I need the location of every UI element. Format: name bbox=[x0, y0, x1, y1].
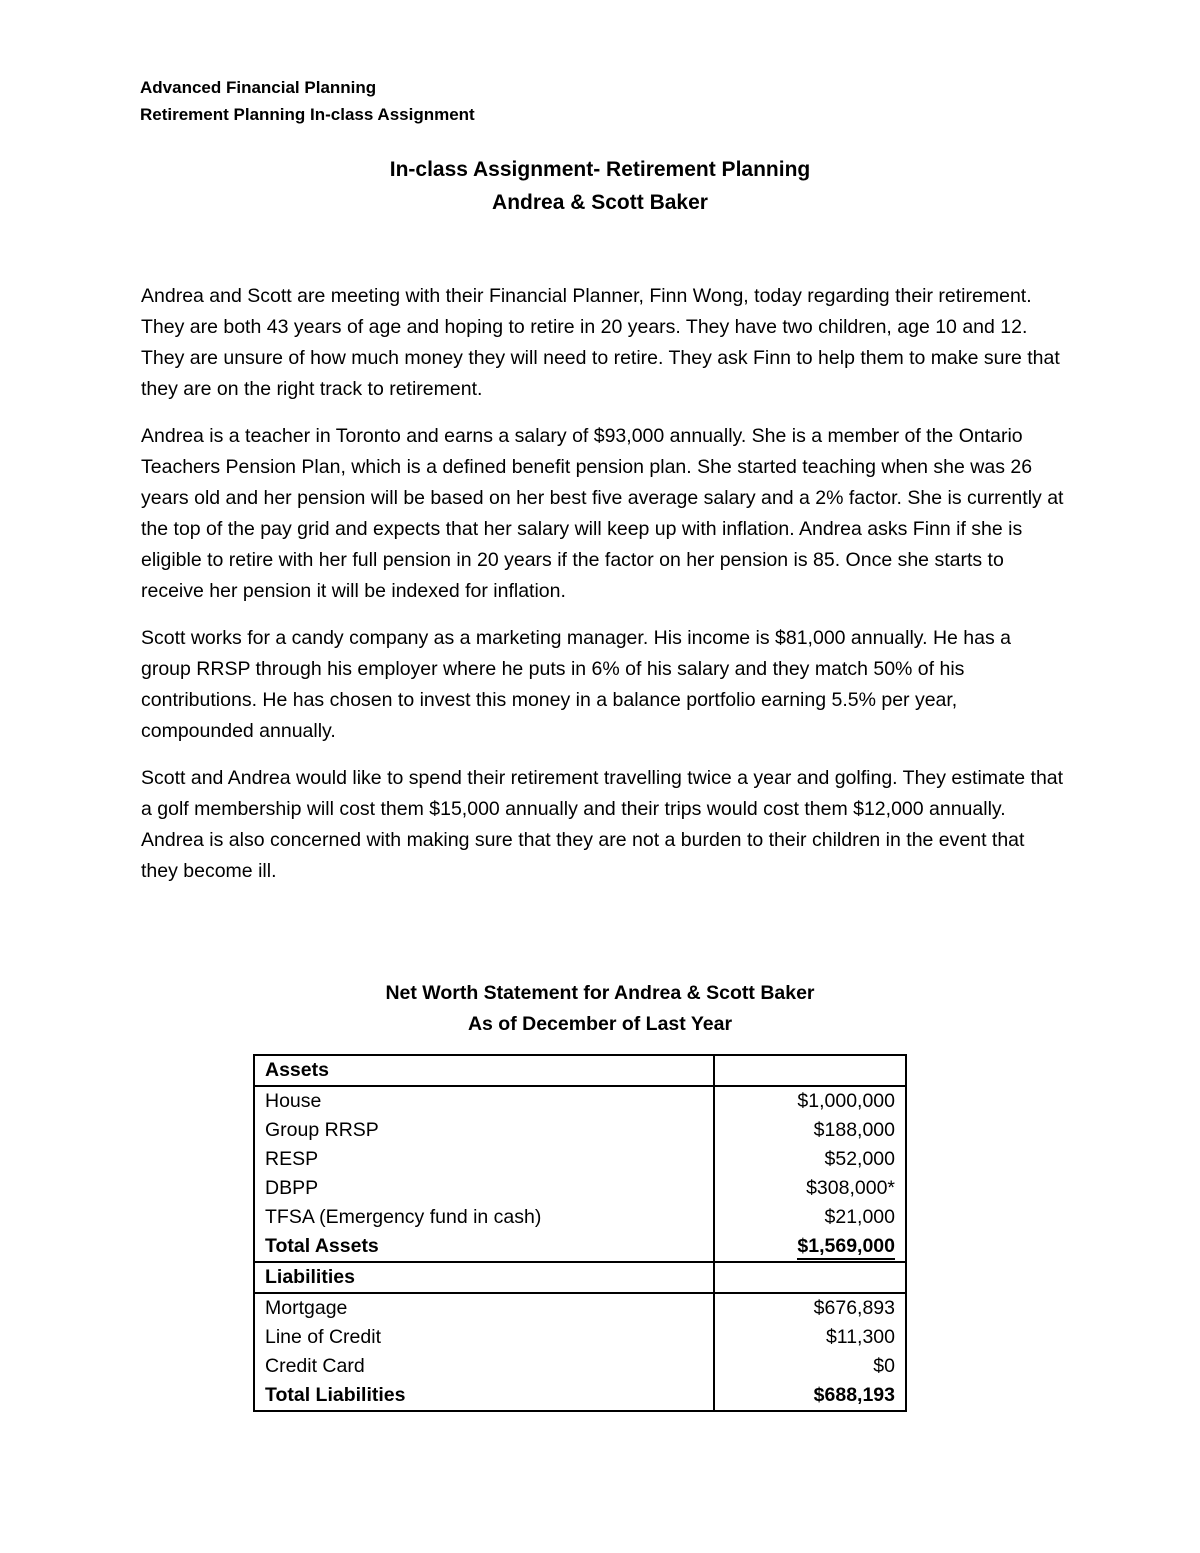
liabilities-header-value bbox=[714, 1262, 906, 1293]
asset-label: House bbox=[254, 1086, 714, 1116]
liabilities-header-row bbox=[254, 1262, 906, 1293]
table-row bbox=[254, 1293, 906, 1323]
liability-value: $0 bbox=[714, 1352, 906, 1381]
net-worth-heading bbox=[0, 978, 1200, 1040]
liabilities-header: Liabilities bbox=[254, 1262, 714, 1293]
paragraph-retirement-goals: Scott and Andrea would like to spend their retirement travelling twice a year and golfing. They estimate that a golf membership will cost them $15,000 annually and their trips would cost them $12,000 annually. Andrea is also concerned with making sure that they are not a burden to their children in the event that they become ill. bbox=[141, 767, 1064, 882]
asset-value: $52,000 bbox=[714, 1145, 906, 1174]
total-assets-label: Total Assets bbox=[254, 1232, 714, 1262]
table-row bbox=[254, 1086, 906, 1116]
asset-value: $21,000 bbox=[714, 1203, 906, 1232]
total-assets-value-cell bbox=[714, 1232, 906, 1262]
asset-label: RESP bbox=[254, 1145, 714, 1174]
liability-label: Line of Credit bbox=[254, 1323, 714, 1352]
assignment-name: Retirement Planning In-class Assignment bbox=[140, 105, 475, 124]
liability-label: Credit Card bbox=[254, 1352, 714, 1381]
asset-label: TFSA (Emergency fund in cash) bbox=[254, 1203, 714, 1232]
table-row bbox=[254, 1116, 906, 1145]
net-worth-title: Net Worth Statement for Andrea & Scott Baker bbox=[385, 982, 815, 1004]
asset-value: $308,000* bbox=[714, 1174, 906, 1203]
assets-header: Assets bbox=[254, 1055, 714, 1086]
title-line-1: In-class Assignment- Retirement Planning bbox=[389, 158, 811, 181]
total-assets-row bbox=[254, 1232, 906, 1262]
total-assets-value: $1,569,000 bbox=[797, 1235, 895, 1260]
paragraph-intro: Andrea and Scott are meeting with their Financial Planner, Finn Wong, today regarding their retirement. They are both 43 years of age and hoping to retire in 20 years. They have two children, age 10 and 12. They are unsure of how much money they will need to retire. They ask Finn to help them to make sure that they are on the right track to retirement. bbox=[141, 285, 1060, 400]
total-liabilities-value: $688,193 bbox=[714, 1381, 906, 1411]
assets-header-row bbox=[254, 1055, 906, 1086]
asset-label: DBPP bbox=[254, 1174, 714, 1203]
table-row bbox=[254, 1174, 906, 1203]
paragraph-scott: Scott works for a candy company as a marketing manager. His income is $81,000 annually. He has a group RRSP through his employer where he puts in 6% of his salary and they match 50% of his contributions. He has chosen to invest this money in a balance portfolio earning 5.5% per year, compounded annually. bbox=[141, 627, 1011, 742]
asset-value: $1,000,000 bbox=[714, 1086, 906, 1116]
net-worth-table bbox=[253, 1054, 907, 1412]
table-row bbox=[254, 1145, 906, 1174]
total-liabilities-label: Total Liabilities bbox=[254, 1381, 714, 1411]
table-row bbox=[254, 1323, 906, 1352]
title-line-2: Andrea & Scott Baker bbox=[492, 191, 708, 214]
case-description bbox=[141, 281, 1066, 903]
asset-value: $188,000 bbox=[714, 1116, 906, 1145]
net-worth-subtitle: As of December of Last Year bbox=[467, 1013, 733, 1035]
paragraph-andrea: Andrea is a teacher in Toronto and earns a salary of $93,000 annually. She is a member of the Ontario Teachers Pension Plan, which is a defined benefit pension plan. She started teaching when she was 26 years old and her pension will be based on her best five average salary and a 2% factor. She is currently at the top of the pay grid and expects that her salary will keep up with inflation. Andrea asks Finn if she is eligible to retire with her full pension in 20 years if the factor on her pension is 85. Once she starts to receive her pension it will be indexed for inflation. bbox=[141, 425, 1064, 602]
table-row bbox=[254, 1203, 906, 1232]
document-header bbox=[140, 74, 475, 128]
course-name: Advanced Financial Planning bbox=[140, 78, 377, 97]
page-title bbox=[0, 153, 1200, 219]
asset-label: Group RRSP bbox=[254, 1116, 714, 1145]
liability-value: $676,893 bbox=[714, 1293, 906, 1323]
total-liabilities-row bbox=[254, 1381, 906, 1411]
liability-label: Mortgage bbox=[254, 1293, 714, 1323]
liability-value: $11,300 bbox=[714, 1323, 906, 1352]
assets-header-value bbox=[714, 1055, 906, 1086]
table-row bbox=[254, 1352, 906, 1381]
